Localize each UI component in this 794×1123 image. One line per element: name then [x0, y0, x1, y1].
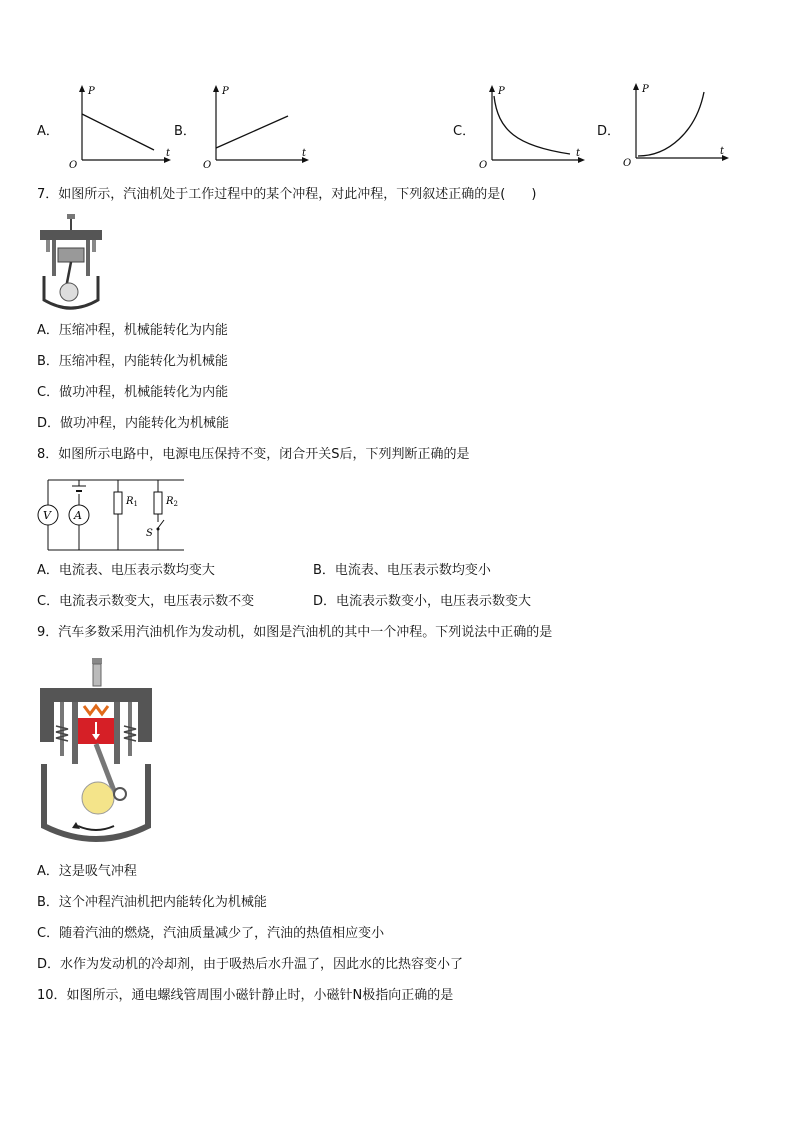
- switch-label: S: [146, 528, 153, 539]
- ammeter-label: A: [74, 509, 82, 522]
- q6-graph-d: [616, 82, 734, 168]
- q8-option-d: D．电流表示数变小，电压表示数变大: [313, 594, 532, 609]
- graph-c-xlabel: t: [576, 148, 581, 159]
- q8-stem: 8．如图所示电路中，电源电压保持不变，闭合开关S后，下列判断正确的是: [37, 447, 470, 462]
- graph-b-origin: O: [203, 160, 212, 170]
- graph-c-ylabel: P: [498, 86, 505, 97]
- graph-c-origin: O: [479, 160, 488, 170]
- q9-option-d: D．水作为发动机的冷却剂，由于吸热后水升温了，因此水的比热容变小了: [37, 957, 464, 972]
- q10-stem: 10．如图所示，通电螺线管周围小磁针静止时，小磁针N极指向正确的是: [37, 988, 454, 1003]
- q9-stem: 9．汽车多数采用汽油机作为发动机，如图是汽油机的其中一个冲程。下列说法中正确的是: [37, 625, 553, 640]
- q8-circuit-diagram: [34, 474, 194, 554]
- q6-option-a-label: A．: [37, 124, 59, 139]
- graph-a-ylabel: P: [88, 86, 95, 97]
- graph-d-origin: O: [623, 158, 632, 168]
- r2-label: $R_2$: [166, 496, 178, 508]
- q7-option-b: B．压缩冲程，内能转化为机械能: [37, 354, 228, 369]
- q6-graph-a: [62, 84, 172, 170]
- q6-option-b-label: B．: [174, 124, 196, 139]
- q9-engine-diagram: [36, 656, 156, 848]
- q6-graph-c: [472, 84, 588, 170]
- graph-d-xlabel: t: [720, 146, 725, 157]
- q8-option-c: C．电流表示数变大，电压表示数不变: [37, 594, 255, 609]
- graph-a-origin: O: [69, 160, 78, 170]
- r1-label: $R_1$: [126, 496, 138, 508]
- voltmeter-label: V: [43, 509, 51, 522]
- graph-c-curve: [494, 96, 570, 154]
- q6-option-d-label: D．: [597, 124, 621, 139]
- q7-engine-diagram: [36, 214, 106, 314]
- q6-option-c-label: C．: [453, 124, 476, 139]
- graph-b-ylabel: P: [222, 86, 229, 97]
- q9-option-a: A．这是吸气冲程: [37, 864, 137, 879]
- q7-stem: 7．如图所示，汽油机处于工作过程中的某个冲程，对此冲程，下列叙述正确的是( ): [37, 187, 537, 202]
- q7-option-a: A．压缩冲程，机械能转化为内能: [37, 323, 228, 338]
- q9-option-c: C．随着汽油的燃烧，汽油质量减少了，汽油的热值相应变小: [37, 926, 385, 941]
- q6-graph-b: [196, 84, 312, 170]
- graph-d-ylabel: P: [642, 84, 649, 95]
- graph-b-xlabel: t: [302, 148, 307, 159]
- q9-option-b: B．这个冲程汽油机把内能转化为机械能: [37, 895, 267, 910]
- graph-a-xlabel: t: [166, 148, 171, 159]
- graph-a-line: [82, 114, 154, 150]
- q8-option-a: A．电流表、电压表示数均变大: [37, 563, 215, 578]
- graph-d-curve: [638, 92, 704, 156]
- q7-option-d: D．做功冲程，内能转化为机械能: [37, 416, 230, 431]
- q8-option-b: B．电流表、电压表示数均变小: [313, 563, 491, 578]
- graph-b-line: [216, 116, 288, 148]
- q7-option-c: C．做功冲程，机械能转化为内能: [37, 385, 229, 400]
